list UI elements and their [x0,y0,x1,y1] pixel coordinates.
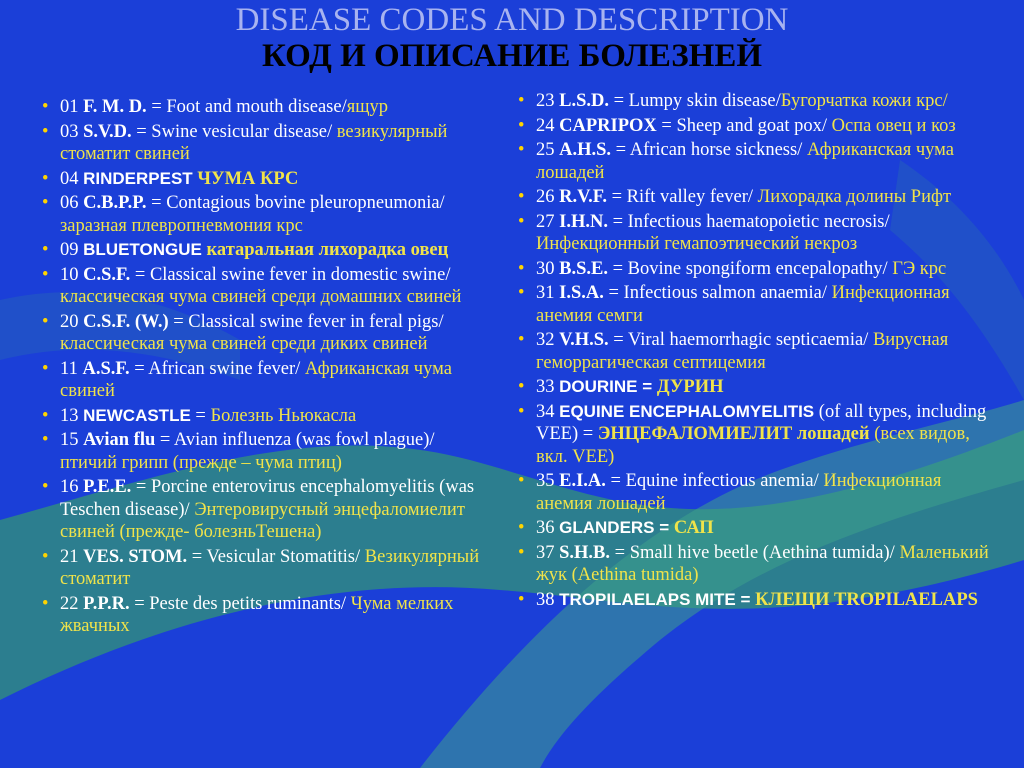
disease-abbreviation: RINDERPEST [83,168,198,188]
disease-abbreviation: I.H.N. [559,211,608,232]
disease-abbreviation: CAPRIPOX [559,115,657,136]
disease-code: 37 [536,542,555,563]
russian-description: Инфекционный гемапоэтический некроз [536,234,858,254]
english-description: = Bovine spongiform encepalopathy/ [607,258,893,279]
slide-title [0,2,1024,74]
english-description: = Classical swine fever in domestic swine/ [130,264,451,285]
disease-code: 22 [60,593,79,614]
russian-description: Африканская чума свиней [60,358,452,401]
disease-item [40,358,480,403]
disease-code: 15 [60,430,79,450]
disease-abbreviation: R.V.F. [559,187,607,207]
disease-item [516,211,996,256]
english-description: = African swine fever/ [129,358,305,379]
disease-item [40,429,480,474]
english-description: = Vesicular Stomatitis/ [187,546,365,567]
disease-code: 04 [60,168,79,189]
english-description: = Swine vesicular disease/ [131,121,337,142]
english-description: = Small hive beetle (Aethina tumida)/ [610,542,900,563]
disease-abbreviation: I.S.A. [559,283,604,303]
disease-item [516,139,996,184]
russian-description: ДУРИН [656,377,724,397]
disease-item [40,311,480,356]
russian-description: Чума мелких жвачных [60,593,454,636]
disease-abbreviation: NEWCASTLE [83,405,191,425]
disease-item [516,401,996,469]
disease-code: 20 [60,311,79,332]
title-russian: КОД И ОПИСАНИЕ БОЛЕЗНЕЙ [261,38,762,74]
russian-description: везикулярный стоматит свиней [60,121,448,164]
disease-code: 33 [536,377,555,397]
disease-abbreviation: P.P.R. [83,593,130,614]
english-description: = Infectious haematopoietic necrosis/ [607,211,890,232]
russian-description: птичий грипп (прежде – чума птиц) [60,452,342,473]
disease-code: 26 [536,187,555,207]
disease-item [40,192,480,237]
disease-item [40,96,480,119]
disease-abbreviation: BLUETONGUE [83,240,207,259]
disease-abbreviation: B.S.E. [559,258,608,279]
english-description: = Lumpy skin disease/ [609,91,781,111]
english-description: = Infectious salmon anaemia/ [603,283,832,303]
disease-item [516,517,996,540]
disease-item [40,264,480,309]
title-english: DISEASE CODES AND DESCRIPTION [235,2,789,38]
disease-item [516,470,996,515]
disease-item [40,239,480,262]
english-description: = Viral haemorrhagic septicaemia/ [608,330,873,350]
disease-code: 10 [60,264,79,285]
russian-description: ЧУМА КРС [197,168,299,189]
russian-description: заразная плевропневмония крс [60,215,303,236]
disease-code: 34 [536,401,555,422]
english-description: = Avian influenza (was fowl plague)/ [155,430,435,450]
russian-description: Энтеровирусный энцефаломиелит свиней (прежде- болезньТешена) [60,499,465,542]
russian-description: САП [673,518,714,538]
russian-description: Бугорчатка кожи крс/ [780,91,948,111]
russian-description: Африканская чума лошадей [536,140,954,183]
disease-code: 27 [536,211,555,232]
english-description: = Classical swine fever in feral pigs/ [168,311,444,332]
disease-item [516,258,996,281]
russian-description: Инфекционная анемия лошадей [536,471,942,514]
disease-abbreviation: F. M. D. [83,97,147,117]
russian-description: Лихорадка долины Рифт [757,187,952,207]
disease-code: 21 [60,546,79,567]
russian-description: КЛЕЩИ TROPILAELAPS [755,589,978,610]
disease-abbreviation: S.H.B. [559,542,611,563]
disease-abbreviation: EQUINE ENCEPHALOMYELITIS [559,401,815,421]
disease-abbreviation: S.V.D. [83,121,132,142]
disease-abbreviation: C.B.P.P. [83,193,147,213]
disease-item [40,168,480,191]
disease-code: 09 [60,240,79,260]
disease-item [40,593,480,638]
russian-description: Оспа овец и коз [831,115,956,136]
disease-code: 30 [536,258,555,279]
english-description: = African horse sickness/ [611,140,807,160]
russian-description-extra: (всех видов, вкл. VEE) [536,424,970,467]
disease-list-right [516,90,996,613]
disease-code: 31 [536,283,555,303]
disease-abbreviation: V.H.S. [559,330,609,350]
english-description: = Rift valley fever/ [606,187,758,207]
disease-code: 35 [536,471,555,491]
russian-description: классическая чума свиней среди диких свиней [60,334,428,354]
disease-list-left [40,96,480,640]
russian-description: Вирусная геморрагическая септицемия [536,330,949,373]
disease-code: 36 [536,518,555,538]
disease-abbreviation: A.H.S. [559,140,612,160]
disease-code: 25 [536,140,555,160]
russian-description: ГЭ крс [892,258,947,279]
disease-code: 01 [60,97,79,117]
disease-code: 32 [536,330,555,350]
russian-description: Везикулярный стоматит [60,546,480,589]
english-description: = Equine infectious anemia/ [605,471,824,491]
disease-abbreviation: C.S.F. (W.) [83,311,169,332]
disease-code: 06 [60,193,79,213]
disease-code: 13 [60,405,79,426]
disease-item [516,329,996,374]
english-description: = Peste des petits ruminants/ [129,593,351,614]
disease-item [40,121,480,166]
english-description: = Porcine enterovirus encephalomyelitis (was Teschen disease)/ [60,477,475,520]
english-description: = [190,405,211,426]
disease-item [516,90,996,113]
russian-description: Болезнь Ньюкасла [210,405,357,426]
disease-code: 11 [60,358,78,379]
english-description: = Foot and mouth disease/ [146,97,347,117]
disease-item [516,115,996,138]
disease-item [516,186,996,209]
disease-item [40,476,480,544]
disease-code: 16 [60,477,79,497]
russian-description: Маленький жук (Aethina tumida) [536,542,989,585]
russian-description: ЭНЦЕФАЛОМИЕЛИТ лошадей [597,424,870,444]
russian-description: катаральная лихорадка овец [206,240,449,260]
disease-code: 24 [536,115,555,136]
disease-abbreviation: E.I.A. [559,471,606,491]
disease-abbreviation: TROPILAELAPS MITE = [559,589,756,609]
disease-abbreviation: L.S.D. [559,91,609,111]
disease-item [516,542,996,587]
disease-abbreviation: C.S.F. [83,264,131,285]
disease-item [516,282,996,327]
disease-item [516,589,996,612]
russian-description: Инфекционная анемия семги [536,283,950,326]
disease-item [516,376,996,399]
disease-item [40,546,480,591]
disease-abbreviation: DOURINE = [559,377,657,396]
english-description: (of all types, including VEE) = [536,401,987,444]
russian-description: ящур [346,97,388,117]
disease-abbreviation: GLANDERS = [559,518,674,537]
english-description: = Contagious bovine pleuropneumonia/ [146,193,445,213]
disease-code: 23 [536,91,555,111]
english-description: = Sheep and goat pox/ [656,115,832,136]
disease-abbreviation: P.E.E. [83,477,132,497]
disease-abbreviation: A.S.F. [82,358,130,379]
disease-item [40,405,480,428]
disease-code: 38 [536,589,555,610]
disease-abbreviation: VES. STOM. [83,546,188,567]
disease-code: 03 [60,121,79,142]
russian-description: классическая чума свиней среди домашних свиней [60,287,462,307]
disease-abbreviation: Avian flu [83,430,156,450]
